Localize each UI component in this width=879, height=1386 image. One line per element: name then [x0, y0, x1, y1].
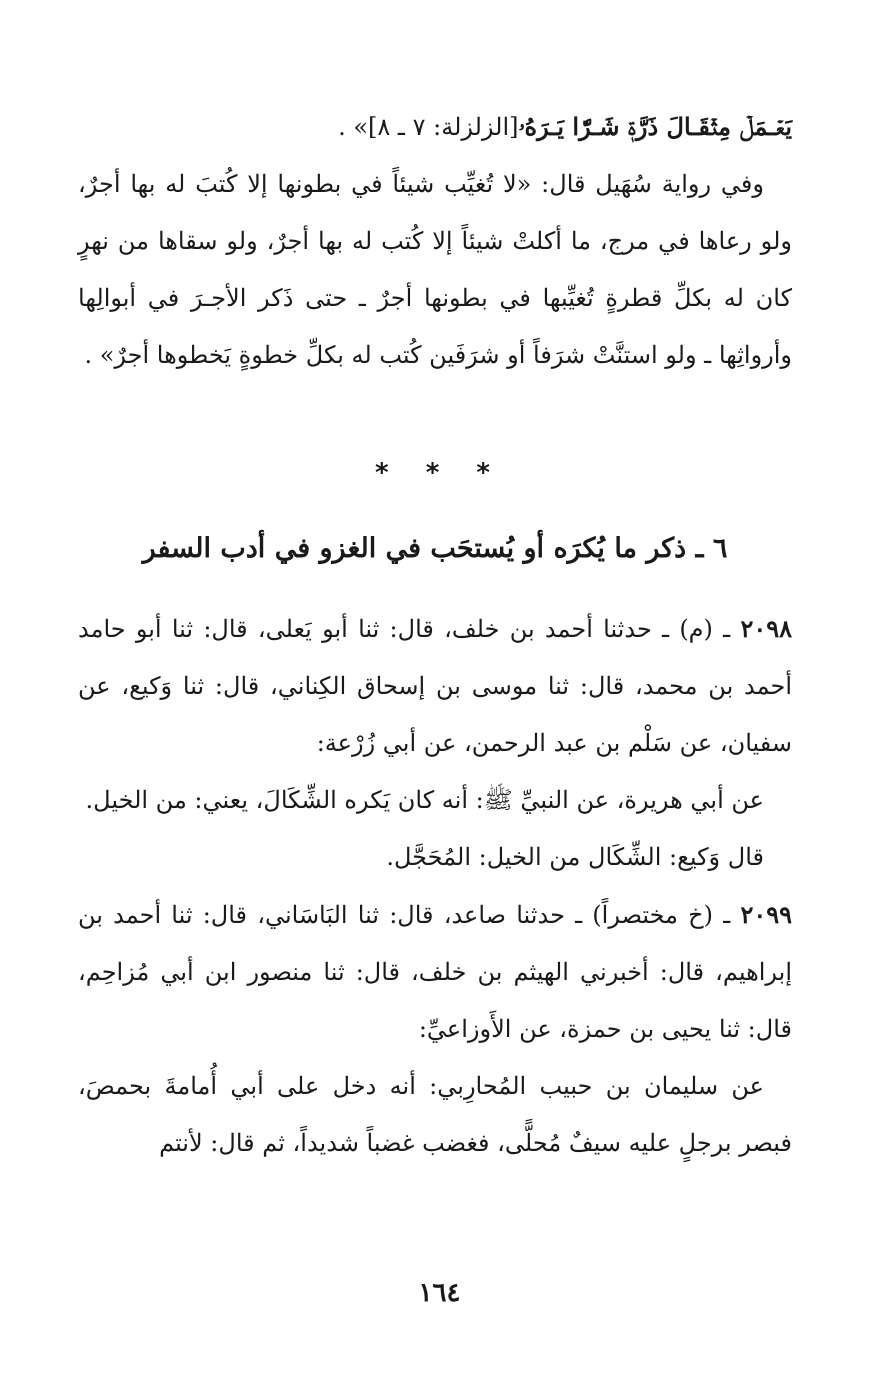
hadith-2098-note: قال وَكيع: الشِّكَال من الخيل: المُحَجَّل.	[386, 843, 764, 871]
quran-verse: يَعۡـمَلۡ مِثۡقَـالَ ذَرَّةٖ شَـرّٗا يَـرَهُۥ	[518, 112, 792, 141]
chapter-heading: ٦ ـ ذكر ما يُكرَه أو يُستحَب في الغزو في أدب السفر	[142, 533, 728, 564]
hadith-2099-matn: عن سليمان بن حبيب المُحارِبي: أنه دخل على أبي أُمامةَ بحمصَ، فبصر برجلٍ عليه سيفٌ مُحلًّى، فغضب غضباً شديداً، ثم قال: لأنتم	[78, 1072, 792, 1157]
top-section	[78, 98, 792, 384]
quran-reference: [الزلزلة: ٧ ـ ٨]» .	[338, 113, 519, 141]
hadith-2098-matn: عن أبي هريرة، عن النبيِّ ﷺ: أنه كان يَكره الشِّكَالَ، يعني: من الخيل.	[85, 786, 764, 814]
hadith-2098-isnad	[78, 600, 792, 772]
hadith-isnad-text: ـ (خ مختصراً) ـ حدثنا صاعد، قال: ثنا البَاسَاني، قال: ثنا أحمد بن إبراهيم، قال: أخبرني الهيثم بن خلف، قال: ثنا منصور ابن أبي مُزاحِم، قال: ثنا يحيى بن حمزة، عن الأَوزاعيِّ:	[78, 901, 792, 1043]
hadith-number: ٢٠٩٨	[740, 614, 792, 643]
hadith-2099-isnad	[78, 886, 792, 1058]
hadith-isnad-text: ـ (م) ـ حدثنا أحمد بن خلف، قال: ثنا أبو يَعلى، قال: ثنا أبو حامد أحمد بن محمد، قال: ثنا موسى بن إسحاق الكِناني، قال: ثنا وَكيع، عن سفيان، عن سَلْم بن عبد الرحمن، عن أبي زُرْعة:	[78, 615, 792, 757]
paragraph-suhayl-narration: وفي رواية سُهَيل قال: «لا تُغيِّب شيئاً في بطونها إلا كُتبَ له بها أجرٌ، ولو رعاها في مرج، ما أكلتْ شيئاً إلا كُتب له بها أجرٌ، ولو سقاها من نهرٍ كان له بكلِّ قطرةٍ تُغيِّبها في بطونها أجرٌ ـ حتى ذَكر الأجـرَ في أبوالِها وأرواثِها ـ ولو استنَّتْ شرَفاً أو شرَفَين كُتب له بكلِّ خطوةٍ يَخطوها أجرٌ» .	[78, 170, 792, 369]
page-number: ١٦٤	[418, 1278, 461, 1308]
hadith-section	[78, 600, 792, 1172]
section-separator: * * *	[375, 458, 504, 488]
hadith-number: ٢٠٩٩	[740, 900, 792, 929]
quran-citation-line	[78, 98, 792, 156]
